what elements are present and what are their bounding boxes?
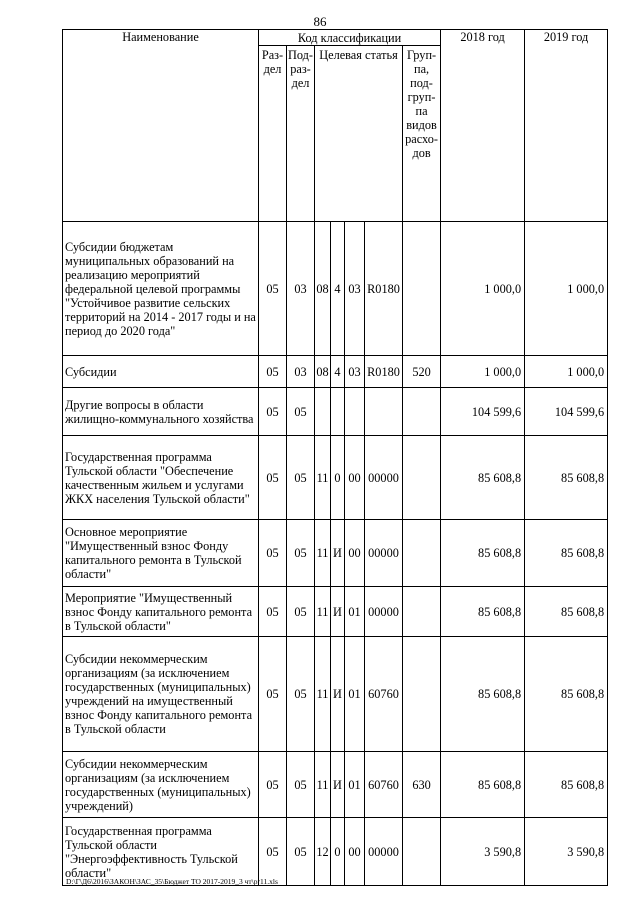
row-name: Субсидии бюджетам муниципальных образований на реализацию мероприятий федеральной целевой программы "Устойчивое развитие сельских территорий на 2014 - 2017 годы и на период до 2020 года" bbox=[63, 222, 259, 356]
row-name: Субсидии некоммерческим организациям (за исключением государственных (муниципальных) учреждений на имущественный взнос Фонду капитального ремонта в Тульской области bbox=[63, 637, 259, 752]
row-name: Государственная программа Тульской области "Обеспечение качественным жильем и услугами ЖКХ населения Тульской области" bbox=[63, 436, 259, 520]
row-target-code: 00000 bbox=[365, 587, 403, 637]
row-2018: 85 608,8 bbox=[441, 752, 525, 818]
row-2019: 85 608,8 bbox=[525, 436, 608, 520]
row-2018: 1 000,0 bbox=[441, 222, 525, 356]
budget-table bbox=[62, 29, 608, 886]
row-group bbox=[403, 637, 441, 752]
row-group bbox=[403, 520, 441, 587]
row-target-subprogram: И bbox=[331, 752, 345, 818]
row-podrazdel: 05 bbox=[287, 436, 315, 520]
row-target-subprogram: И bbox=[331, 637, 345, 752]
row-target-subprogram: 4 bbox=[331, 356, 345, 388]
row-2019: 85 608,8 bbox=[525, 520, 608, 587]
row-2019: 85 608,8 bbox=[525, 637, 608, 752]
row-2019: 85 608,8 bbox=[525, 587, 608, 637]
row-target-code: 60760 bbox=[365, 752, 403, 818]
row-podrazdel: 05 bbox=[287, 752, 315, 818]
row-2019: 85 608,8 bbox=[525, 752, 608, 818]
row-target-event: 01 bbox=[345, 587, 365, 637]
row-razdel: 05 bbox=[259, 520, 287, 587]
row-razdel: 05 bbox=[259, 222, 287, 356]
row-group bbox=[403, 436, 441, 520]
row-group: 520 bbox=[403, 356, 441, 388]
row-2019: 3 590,8 bbox=[525, 818, 608, 886]
table-row bbox=[63, 436, 608, 520]
row-target-program bbox=[315, 388, 331, 436]
row-target-program: 08 bbox=[315, 356, 331, 388]
row-2018: 3 590,8 bbox=[441, 818, 525, 886]
row-2019: 1 000,0 bbox=[525, 222, 608, 356]
row-target-subprogram: И bbox=[331, 587, 345, 637]
row-target-subprogram: 4 bbox=[331, 222, 345, 356]
row-name: Государственная программа Тульской области "Энергоэффективность Тульской области" bbox=[63, 818, 259, 886]
row-target-event: 03 bbox=[345, 222, 365, 356]
row-name: Основное мероприятие "Имущественный взнос Фонду капитального ремонта в Тульской области" bbox=[63, 520, 259, 587]
table-row bbox=[63, 520, 608, 587]
table-row bbox=[63, 356, 608, 388]
row-name: Другие вопросы в области жилищно-коммунального хозяйства bbox=[63, 388, 259, 436]
row-target-code: 00000 bbox=[365, 436, 403, 520]
header-code-group: Код классификации bbox=[259, 30, 441, 46]
page-number: 86 bbox=[313, 14, 327, 29]
row-group bbox=[403, 222, 441, 356]
row-target-program: 11 bbox=[315, 637, 331, 752]
row-2018: 85 608,8 bbox=[441, 637, 525, 752]
table-row bbox=[63, 388, 608, 436]
row-target-event: 00 bbox=[345, 818, 365, 886]
row-razdel: 05 bbox=[259, 818, 287, 886]
row-target-code: R0180 bbox=[365, 222, 403, 356]
footer-file-path: D:\Г\Д6\2016\ЗАКОН\ЗАС_35\Бюджет ТО 2017-2019_3 чт\pr11.xls bbox=[66, 877, 278, 886]
header-2018: 2018 год bbox=[441, 30, 525, 222]
header-podrazdel: Под- раз- дел bbox=[287, 46, 315, 222]
header-group: Груп- па, под- груп- па видов расхо- дов bbox=[403, 46, 441, 222]
table-row bbox=[63, 752, 608, 818]
row-group bbox=[403, 818, 441, 886]
row-target-event: 01 bbox=[345, 752, 365, 818]
table-row bbox=[63, 587, 608, 637]
table-header bbox=[63, 30, 608, 222]
row-target-event bbox=[345, 388, 365, 436]
row-2018: 85 608,8 bbox=[441, 520, 525, 587]
row-razdel: 05 bbox=[259, 356, 287, 388]
row-2019: 104 599,6 bbox=[525, 388, 608, 436]
row-podrazdel: 03 bbox=[287, 356, 315, 388]
row-target-event: 03 bbox=[345, 356, 365, 388]
table-row bbox=[63, 818, 608, 886]
row-target-code: 60760 bbox=[365, 637, 403, 752]
row-target-code: R0180 bbox=[365, 356, 403, 388]
row-target-program: 11 bbox=[315, 520, 331, 587]
row-2019: 1 000,0 bbox=[525, 356, 608, 388]
row-2018: 104 599,6 bbox=[441, 388, 525, 436]
header-target: Целевая статья bbox=[315, 46, 403, 222]
row-name: Мероприятие "Имущественный взнос Фонду капитального ремонта в Тульской области" bbox=[63, 587, 259, 637]
row-target-subprogram bbox=[331, 388, 345, 436]
table-body bbox=[63, 222, 608, 886]
row-razdel: 05 bbox=[259, 388, 287, 436]
row-target-code: 00000 bbox=[365, 818, 403, 886]
row-podrazdel: 05 bbox=[287, 637, 315, 752]
row-2018: 85 608,8 bbox=[441, 436, 525, 520]
row-razdel: 05 bbox=[259, 436, 287, 520]
row-razdel: 05 bbox=[259, 752, 287, 818]
row-target-event: 00 bbox=[345, 436, 365, 520]
row-target-code bbox=[365, 388, 403, 436]
header-razdel: Раз- дел bbox=[259, 46, 287, 222]
row-razdel: 05 bbox=[259, 637, 287, 752]
row-group bbox=[403, 388, 441, 436]
row-group: 630 bbox=[403, 752, 441, 818]
row-podrazdel: 05 bbox=[287, 818, 315, 886]
row-target-event: 01 bbox=[345, 637, 365, 752]
row-target-code: 00000 bbox=[365, 520, 403, 587]
table-row bbox=[63, 637, 608, 752]
row-2018: 1 000,0 bbox=[441, 356, 525, 388]
row-target-subprogram: 0 bbox=[331, 818, 345, 886]
row-target-subprogram: 0 bbox=[331, 436, 345, 520]
row-target-program: 11 bbox=[315, 752, 331, 818]
row-podrazdel: 05 bbox=[287, 520, 315, 587]
row-target-program: 08 bbox=[315, 222, 331, 356]
table-row bbox=[63, 222, 608, 356]
row-target-subprogram: И bbox=[331, 520, 345, 587]
row-target-program: 11 bbox=[315, 436, 331, 520]
row-target-program: 11 bbox=[315, 587, 331, 637]
header-name: Наименование bbox=[63, 30, 259, 222]
row-name: Субсидии некоммерческим организациям (за исключением государственных (муниципальных) учреждений) bbox=[63, 752, 259, 818]
row-podrazdel: 05 bbox=[287, 388, 315, 436]
row-target-program: 12 bbox=[315, 818, 331, 886]
row-podrazdel: 05 bbox=[287, 587, 315, 637]
row-razdel: 05 bbox=[259, 587, 287, 637]
row-name: Субсидии bbox=[63, 356, 259, 388]
row-group bbox=[403, 587, 441, 637]
row-target-event: 00 bbox=[345, 520, 365, 587]
row-2018: 85 608,8 bbox=[441, 587, 525, 637]
row-podrazdel: 03 bbox=[287, 222, 315, 356]
header-2019: 2019 год bbox=[525, 30, 608, 222]
